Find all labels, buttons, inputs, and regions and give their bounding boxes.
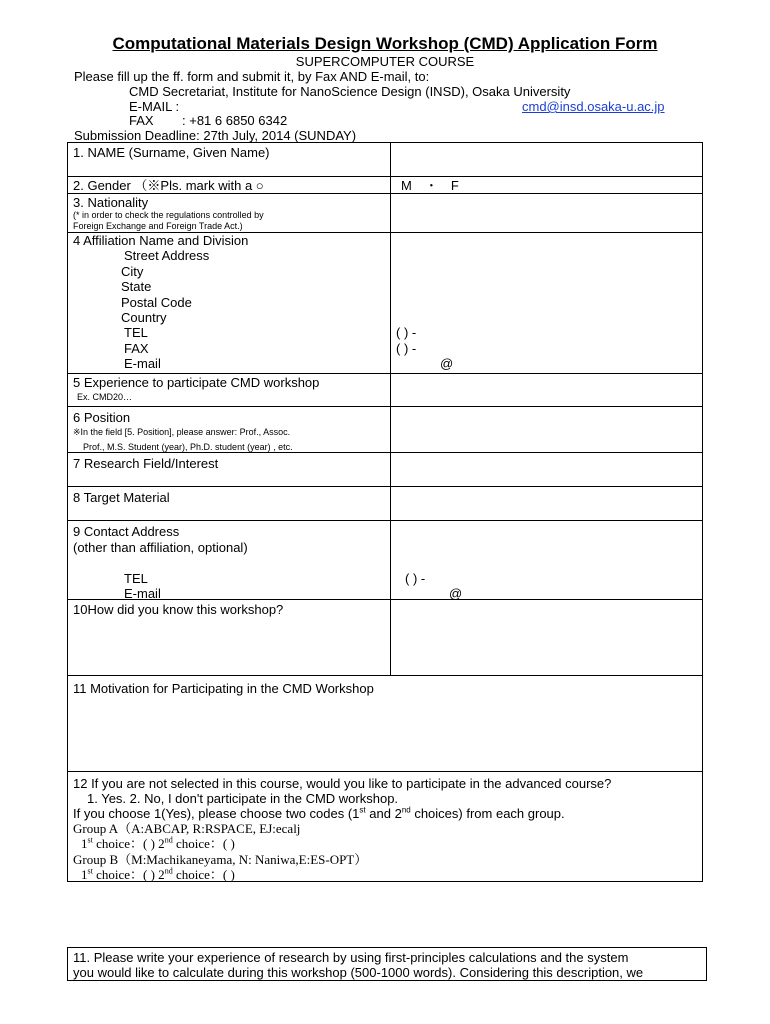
q3-answer-field[interactable] <box>391 194 703 233</box>
q2-label: 2. Gender （※Pls. mark with a ○ <box>73 178 264 193</box>
application-form-table <box>67 142 703 882</box>
q9-sub-label: (other than affiliation, optional) <box>73 540 248 555</box>
essay-instruction-line-1: 11. Please write your experience of research by using first-principles calculations and the system <box>73 950 629 965</box>
q4-country-label: Country <box>121 310 167 325</box>
q12-label: 12 If you are not selected in this course, would you like to participate in the advanced course? <box>73 776 612 791</box>
deadline-text: Submission Deadline: 27th July, 2014 (SUNDAY) <box>74 128 357 143</box>
q3-note-2: Foreign Exchange and Foreign Trade Act.) <box>73 221 243 231</box>
q4-street-label: Street Address <box>124 248 210 263</box>
q4-fax-template: ( ) - <box>396 341 417 356</box>
course-subtitle: SUPERCOMPUTER COURSE <box>295 54 475 69</box>
q5-answer-field[interactable] <box>391 374 703 407</box>
row-affiliation <box>68 233 703 374</box>
fax-number: : +81 6 6850 6342 <box>182 113 288 128</box>
q9-email-label: E-mail <box>124 586 161 601</box>
q4-city-label: City <box>121 264 144 279</box>
page-title: Computational Materials Design Workshop (CMD) Application Form <box>112 34 658 53</box>
email-label: E-MAIL : <box>129 99 180 114</box>
row-target-material <box>68 487 703 521</box>
fax-label: FAX <box>129 113 154 128</box>
q7-answer-field[interactable] <box>391 453 703 487</box>
q5-label: 5 Experience to participate CMD workshop <box>73 375 320 390</box>
q11-answer-field[interactable] <box>68 676 703 772</box>
row-name <box>68 143 703 177</box>
row-nationality <box>68 194 703 233</box>
q10-label: 10How did you know this workshop? <box>73 602 284 617</box>
q3-note-1: (* in order to check the regulations controlled by <box>73 210 264 220</box>
q12-options[interactable]: 1. Yes. 2. No, I don't participate in the CMD workshop. <box>87 791 399 806</box>
q5-example: Ex. CMD20… <box>77 392 133 402</box>
q1-answer-field[interactable] <box>391 143 703 177</box>
q4-postal-label: Postal Code <box>121 295 192 310</box>
q4-fax-label: FAX <box>124 341 149 356</box>
row-research-field <box>68 453 703 487</box>
q12-group-a-choices[interactable]: 1st choice：( ) 2nd choice：( ) <box>81 835 235 851</box>
secretariat-text: CMD Secretariat, Institute for NanoScience Design (INSD), Osaka University <box>129 84 571 99</box>
q4-answer-field[interactable] <box>391 233 703 374</box>
q9-tel-template: ( ) - <box>405 571 426 586</box>
gender-options[interactable]: M ・ F <box>401 178 459 193</box>
q6-answer-field[interactable] <box>391 407 703 453</box>
q3-label: 3. Nationality <box>73 195 149 210</box>
q9-answer-field[interactable] <box>391 521 703 600</box>
q8-label: 8 Target Material <box>73 490 170 505</box>
row-experience <box>68 374 703 407</box>
q4-tel-template: ( ) - <box>396 325 417 340</box>
row-how-know <box>68 600 703 676</box>
q4-label: 4 Affiliation Name and Division <box>73 233 249 248</box>
row-motivation <box>68 676 703 772</box>
q10-answer-field[interactable] <box>391 600 703 676</box>
q9-label: 9 Contact Address <box>73 524 180 539</box>
q7-label: 7 Research Field/Interest <box>73 456 219 471</box>
experience-essay-box <box>67 947 707 981</box>
q6-label: 6 Position <box>73 410 131 425</box>
q9-tel-label: TEL <box>124 571 148 586</box>
row-gender <box>68 177 703 194</box>
q4-state-label: State <box>121 279 152 294</box>
row-position <box>68 407 703 453</box>
q6-note-2: Prof., M.S. Student (year), Ph.D. student (year) , etc. <box>83 442 293 452</box>
q11-label: 11 Motivation for Participating in the CMD Workshop <box>73 681 374 696</box>
q2-answer-field[interactable] <box>391 177 703 194</box>
q12-choose-text: If you choose 1(Yes), please choose two codes (1st and 2nd choices) from each group. <box>73 805 565 821</box>
q12-group-b-choices[interactable]: 1st choice：( ) 2nd choice：( ) <box>81 866 235 882</box>
row-contact-address <box>68 521 703 600</box>
essay-instruction-line-2: you would like to calculate during this workshop (500-1000 words). Considering this description, we <box>73 965 644 980</box>
email-link[interactable]: cmd@insd.osaka-u.ac.jp <box>522 99 665 114</box>
q9-at-sign: @ <box>449 586 463 601</box>
q8-answer-field[interactable] <box>391 487 703 521</box>
intro-text: Please fill up the ff. form and submit it, by Fax AND E-mail, to: <box>74 69 430 84</box>
q4-email-label: E-mail <box>124 356 161 371</box>
q12-group-b: Group B（M:Machikaneyama, N: Naniwa,E:ES-OPT） <box>73 852 368 867</box>
row-advanced-course <box>68 772 703 882</box>
q1-label: 1. NAME (Surname, Given Name) <box>73 145 270 160</box>
q4-at-sign: @ <box>440 356 454 371</box>
q4-tel-label: TEL <box>124 325 148 340</box>
q12-group-a: Group A（A:ABCAP, R:RSPACE, EJ:ecalj <box>73 821 301 836</box>
q6-note-1: ※In the field [5. Position], please answer: Prof., Assoc. <box>73 427 291 437</box>
